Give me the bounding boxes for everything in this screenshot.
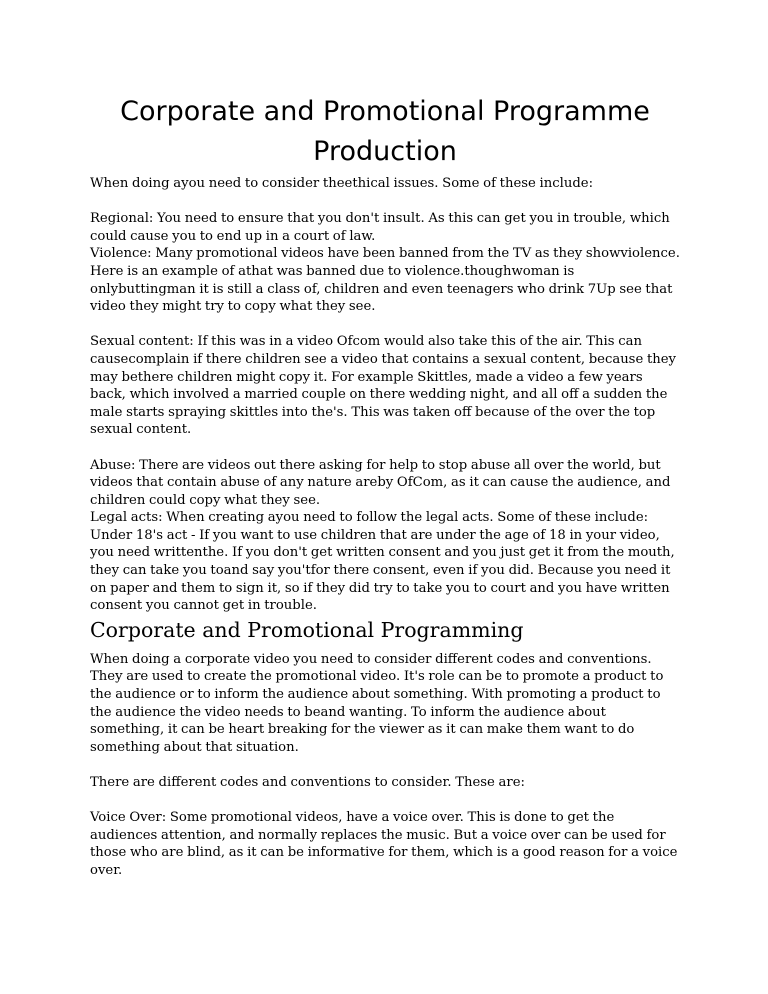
page-title: Corporate and Promotional Programme Production: [120, 96, 650, 167]
regional-paragraph: Regional: You need to ensure that you don't insult. As this can get you in trouble, which could cause you to end up in a court of law.: [90, 211, 670, 244]
violence-paragraph: Violence: Many promotional videos have been banned from the TV as they showviolence. Here is an example of athat was banned due to violence.thoughwoman is onlybuttingman it is still a class of, children and even teenagers who drink 7Up see that video they might try to copy what they see.: [90, 246, 680, 315]
section-heading: Corporate and Promotional Programming: [90, 617, 524, 642]
codes-intro-paragraph: There are different codes and conventions to consider. These are:: [90, 775, 525, 790]
paragraph-spacer: [90, 193, 680, 211]
abuse-paragraph: Abuse: There are videos out there asking for help to stop abuse all over the world, but videos that contain abuse of any nature areby OfCom, as it can cause the audience, and children could copy what they see.: [90, 457, 671, 508]
sexual-content-paragraph: Sexual content: If this was in a video Ofcom would also take this of the air. This can causecomplain if there children see a video that contains a sexual content, because they may bethere children might copy it. For example Skittles, made a video a few years back, which involved a married couple on there wedding night, and all off a sudden the male starts spraying skittles into the's. This was taken off because of the over the top sexual content.: [90, 334, 676, 438]
legal-acts-paragraph: Legal acts: When creating ayou need to follow the legal acts. Some of these include: Under 18's act - If you want to use children that are under the age of 18 in your video, you need writtenthe. If you don't get written consent and you just get it from the mouth, they can take you toand say you'tfor there consent, even if you did. Because you need it on paper and them to sign it, so if they did try to take you to court and you have written consent you cannot get in trouble.: [90, 510, 675, 614]
paragraph-spacer: [90, 792, 680, 810]
voice-over-paragraph: Voice Over: Some promotional videos, have a voice over. This is done to get the audiences attention, and normally replaces the music. But a voice over can be used for those who are blind, as it can be informative for them, which is a good reason for a voice over.: [90, 810, 678, 878]
paragraph-spacer: [90, 316, 680, 334]
paragraph-spacer: [90, 756, 680, 774]
document-page: [90, 92, 680, 880]
section-intro-paragraph: When doing a corporate video you need to consider different codes and conventions. They are used to create the promotional video. It's role can be to promote a product to the audience or to inform the audience about something. With promoting a product to the audience the video needs to beand wanting. To inform the audience about something, it can be heart breaking for the viewer as it can make them want to do something about that situation.: [90, 651, 664, 755]
paragraph-spacer: [90, 439, 680, 457]
intro-paragraph: When doing ayou need to consider theethical issues. Some of these include:: [90, 176, 594, 191]
